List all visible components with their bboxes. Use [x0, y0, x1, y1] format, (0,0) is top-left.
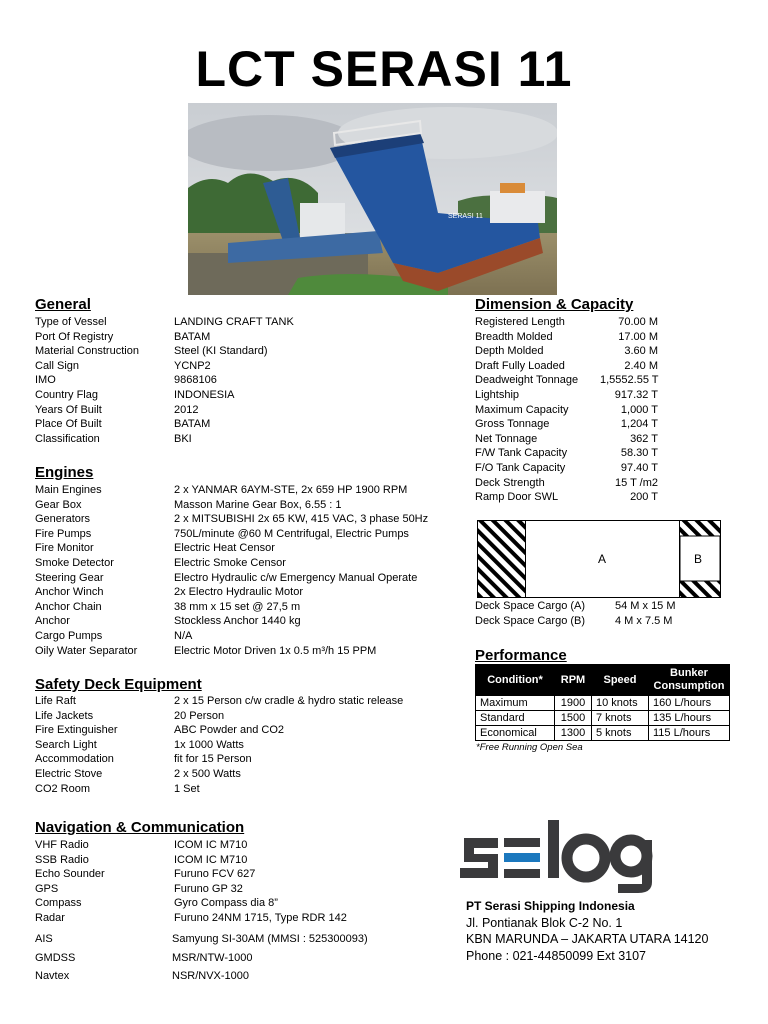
- spec-row: [35, 752, 403, 767]
- performance-table: [475, 664, 730, 741]
- spec-label: Gear Box: [35, 498, 82, 511]
- spec-row: [35, 315, 294, 330]
- perf-cell: 1500: [555, 711, 592, 726]
- spec-row: [35, 853, 347, 868]
- deck-label-a: A: [598, 552, 607, 566]
- spec-value: Furuno FCV 627: [174, 868, 256, 881]
- spec-label: Country Flag: [35, 388, 98, 401]
- spec-label: Anchor Chain: [35, 600, 102, 613]
- performance-note: *Free Running Open Sea: [476, 742, 583, 753]
- spec-value: 58.30 T: [620, 447, 658, 460]
- company-address-1: Jl. Pontianak Blok C-2 No. 1: [466, 915, 623, 930]
- perf-cell: 7 knots: [592, 711, 649, 726]
- spec-label: Cargo Pumps: [35, 629, 103, 642]
- spec-row: [35, 614, 428, 629]
- spec-label: Lightship: [475, 388, 520, 401]
- spec-row: [475, 476, 658, 491]
- spec-label: Deck Space Cargo (B): [475, 614, 586, 627]
- navigation-list: [35, 838, 347, 926]
- spec-row: [35, 967, 368, 986]
- perf-cell: 115 L/hours: [649, 726, 730, 741]
- spec-value: Furuno 24NM 1715, Type RDR 142: [174, 911, 347, 924]
- spec-row: [35, 911, 347, 926]
- table-row: [476, 696, 730, 711]
- spec-label: GPS: [35, 882, 59, 895]
- spec-label: Place Of Built: [35, 418, 102, 431]
- spec-label: Maximum Capacity: [475, 403, 569, 416]
- spec-row: [475, 446, 658, 461]
- spec-row: [35, 767, 403, 782]
- spec-label: Breadth Molded: [475, 330, 553, 343]
- spec-value: 750L/minute @60 M Centrifugal, Electric Pumps: [174, 527, 409, 540]
- spec-label: IMO: [35, 374, 56, 387]
- spec-row: [35, 512, 428, 527]
- spec-value: 2x Electro Hydraulic Motor: [174, 586, 303, 599]
- spec-label: F/O Tank Capacity: [475, 461, 566, 474]
- perf-cell: 1900: [555, 696, 592, 711]
- spec-value: YCNP2: [174, 359, 211, 372]
- spec-label: Material Construction: [35, 345, 139, 358]
- company-info: [466, 898, 708, 964]
- spec-value: Furuno GP 32: [174, 882, 243, 895]
- spec-label: Net Tonnage: [475, 432, 538, 445]
- spec-label: Classification: [35, 432, 100, 445]
- spec-label: Accommodation: [35, 753, 114, 766]
- spec-row: [475, 490, 658, 505]
- perf-cell: 10 knots: [592, 696, 649, 711]
- spec-label: GMDSS: [35, 951, 76, 964]
- spec-row: [35, 600, 428, 615]
- spec-row: [35, 896, 347, 911]
- hull-label: SERASI 11: [448, 213, 483, 220]
- spec-value: 2 x 15 Person c/w cradle & hydro static release: [174, 695, 404, 707]
- spec-label: SSB Radio: [35, 853, 89, 866]
- spec-value: MSR/NTW-1000: [172, 951, 253, 964]
- spec-row: [35, 882, 347, 897]
- spec-row: [475, 373, 658, 388]
- spec-row: [35, 709, 403, 724]
- spec-value: BATAM: [174, 330, 211, 343]
- spec-row: [475, 388, 658, 403]
- spec-value: LANDING CRAFT TANK: [174, 316, 294, 328]
- perf-cell: 1300: [555, 726, 592, 741]
- perf-cell: Standard: [476, 711, 555, 726]
- spec-label: Life Raft: [35, 695, 76, 707]
- spec-label: Registered Length: [475, 316, 565, 328]
- spec-label: Type of Vessel: [35, 316, 107, 328]
- spec-row: [35, 330, 294, 345]
- perf-cell: Economical: [476, 726, 555, 741]
- spec-value: Samyung SI-30AM (MMSI : 525300093): [172, 933, 368, 945]
- deck-space-list: [475, 599, 676, 628]
- spec-value: 17.00 M: [618, 330, 658, 343]
- spec-label: Deck Strength: [475, 476, 545, 489]
- spec-value: BKI: [174, 432, 192, 445]
- spec-label: Fire Pumps: [35, 527, 92, 540]
- spec-label: VHF Radio: [35, 839, 89, 851]
- company-phone: Phone : 021-44850099 Ext 3107: [466, 948, 647, 963]
- spec-row: [475, 403, 658, 418]
- performance-heading: Performance: [475, 647, 567, 664]
- spec-value: 362 T: [630, 432, 658, 445]
- spec-value: Electro Hydraulic c/w Emergency Manual Operate: [174, 571, 418, 584]
- spec-label: Fire Extinguisher: [35, 724, 118, 737]
- spec-value: 15 T /m2: [614, 476, 658, 489]
- spec-row: [475, 330, 658, 345]
- dimension-list: [475, 315, 658, 505]
- spec-label: F/W Tank Capacity: [475, 447, 568, 460]
- spec-value: Electric Heat Censor: [174, 542, 275, 555]
- engines-list: [35, 483, 428, 658]
- spec-row: [35, 571, 428, 586]
- deck-hatch-left: [478, 521, 526, 598]
- spec-row: [475, 417, 658, 432]
- spec-value: 2 x 500 Watts: [174, 767, 241, 780]
- spec-label: Echo Sounder: [35, 868, 105, 881]
- spec-value: Steel (KI Standard): [174, 345, 268, 358]
- spec-value: 1 Set: [174, 782, 200, 795]
- spec-value: 2.40 M: [624, 359, 658, 372]
- dimension-heading: Dimension & Capacity: [475, 296, 634, 313]
- spec-row: [35, 644, 428, 659]
- spec-row: [475, 344, 658, 359]
- spec-label: Anchor: [35, 615, 70, 628]
- spec-value: Electric Motor Driven 1x 0.5 m³/h 15 PPM: [174, 644, 377, 657]
- logo-text: selog: [458, 818, 461, 819]
- spec-row: [475, 315, 658, 330]
- spec-value: 200 T: [630, 491, 658, 504]
- spec-row: [35, 556, 428, 571]
- company-address-2: KBN MARUNDA – JAKARTA UTARA 14120: [466, 932, 709, 946]
- spec-label: Port Of Registry: [35, 330, 114, 343]
- spec-row: [475, 432, 658, 447]
- spec-row: [35, 498, 428, 513]
- spec-value: 1,5552.55 T: [600, 374, 659, 387]
- spec-label: Ramp Door SWL: [475, 491, 559, 504]
- spec-value: fit for 15 Person: [174, 753, 252, 766]
- spec-row: [35, 344, 294, 359]
- spec-value: Gyro Compass dia 8”: [174, 897, 278, 910]
- spec-value: NSR/NVX-1000: [172, 970, 250, 982]
- spec-value: Masson Marine Gear Box, 6.55 : 1: [174, 498, 342, 511]
- spec-value: BATAM: [174, 418, 211, 431]
- perf-cell: Maximum: [476, 696, 555, 711]
- spec-row: [35, 359, 294, 374]
- general-list: [35, 315, 294, 446]
- spec-label: Smoke Detector: [35, 556, 114, 569]
- company-name: PT Serasi Shipping Indonesia: [466, 899, 635, 913]
- spec-value: 1,204 T: [620, 418, 658, 431]
- spec-label: Call Sign: [35, 359, 80, 372]
- spec-value: INDONESIA: [174, 388, 235, 401]
- spec-label: Steering Gear: [35, 571, 104, 584]
- spec-label: CO2 Room: [35, 782, 91, 795]
- spec-row: [35, 930, 368, 949]
- spec-label: Deck Space Cargo (A): [475, 600, 586, 612]
- spec-label: Electric Stove: [35, 767, 103, 780]
- spec-row: [35, 694, 403, 709]
- selog-logo: [458, 818, 654, 894]
- spec-label: Navtex: [35, 970, 70, 982]
- spec-row: [35, 373, 294, 388]
- safety-heading: Safety Deck Equipment: [35, 676, 202, 693]
- table-row: [476, 726, 730, 741]
- perf-col-speed: Speed: [592, 665, 649, 696]
- spec-value: 1x 1000 Watts: [174, 738, 244, 751]
- spec-label: Life Jackets: [35, 709, 94, 722]
- spec-row: [35, 782, 403, 797]
- vessel-photo: [188, 103, 557, 295]
- safety-list: [35, 694, 403, 796]
- spec-label: AIS: [35, 933, 53, 945]
- spec-label: Deadweight Tonnage: [475, 374, 579, 387]
- navigation-list-2: [35, 930, 368, 986]
- page-title: LCT SERASI 11: [195, 41, 573, 97]
- spec-value: 97.40 T: [620, 461, 658, 474]
- spec-value: 917.32 T: [614, 388, 658, 401]
- spec-label: Oily Water Separator: [35, 644, 138, 657]
- spec-label: Generators: [35, 513, 91, 526]
- spec-value: ABC Powder and CO2: [174, 724, 285, 737]
- spec-label: Anchor Winch: [35, 586, 104, 599]
- spec-value: 38 mm x 15 set @ 27,5 m: [174, 600, 301, 613]
- spec-row: [35, 585, 428, 600]
- spec-value: 2 x YANMAR 6AYM-STE, 2x 659 HP 1900 RPM: [174, 484, 408, 496]
- spec-row: [35, 527, 428, 542]
- general-heading: General: [35, 296, 91, 313]
- perf-cell: 160 L/hours: [649, 696, 730, 711]
- spec-value: 20 Person: [174, 709, 225, 722]
- spec-value: Electric Smoke Censor: [174, 556, 286, 569]
- spec-row: [35, 738, 403, 753]
- spec-row: [475, 599, 676, 614]
- deck-label-b: B: [694, 552, 703, 566]
- perf-col-condition: Condition*: [476, 665, 555, 696]
- perf-col-rpm: RPM: [555, 665, 592, 696]
- spec-label: Gross Tonnage: [475, 418, 550, 431]
- spec-label: Depth Molded: [475, 345, 544, 358]
- spec-value: 4 M x 7.5 M: [615, 614, 673, 627]
- spec-value: 54 M x 15 M: [615, 600, 676, 612]
- spec-row: [475, 614, 676, 629]
- spec-row: [35, 388, 294, 403]
- spec-row: [35, 629, 428, 644]
- spec-value: 1,000 T: [620, 403, 658, 416]
- spec-value: 9868106: [174, 374, 217, 387]
- perf-col-bunker: Bunker Consumption: [649, 665, 730, 696]
- spec-value: Stockless Anchor 1440 kg: [174, 615, 301, 628]
- spec-value: ICOM IC M710: [174, 853, 248, 866]
- spec-label: Radar: [35, 911, 65, 924]
- spec-value: 2 x MITSUBISHI 2x 65 KW, 415 VAC, 3 phase 50Hz: [174, 513, 429, 526]
- spec-row: [475, 461, 658, 476]
- spec-label: Search Light: [35, 738, 97, 751]
- spec-label: Main Engines: [35, 484, 102, 496]
- spec-value: 2012: [174, 403, 199, 416]
- spec-value: 70.00 M: [618, 316, 658, 328]
- spec-label: Compass: [35, 897, 82, 910]
- spec-row: [35, 949, 368, 968]
- spec-row: [35, 483, 428, 498]
- spec-row: [35, 541, 428, 556]
- engines-heading: Engines: [35, 464, 94, 481]
- navigation-heading: Navigation & Communication: [35, 819, 245, 836]
- spec-label: Fire Monitor: [35, 542, 94, 555]
- spec-value: ICOM IC M710: [174, 839, 248, 851]
- spec-row: [475, 359, 658, 374]
- perf-cell: 135 L/hours: [649, 711, 730, 726]
- spec-row: [35, 723, 403, 738]
- table-row: [476, 711, 730, 726]
- spec-label: Draft Fully Loaded: [475, 359, 565, 372]
- spec-row: [35, 432, 294, 447]
- spec-value: N/A: [174, 629, 193, 642]
- spec-value: 3.60 M: [624, 345, 658, 358]
- spec-label: Years Of Built: [35, 403, 102, 416]
- spec-row: [35, 403, 294, 418]
- spec-row: [35, 417, 294, 432]
- spec-row: [35, 838, 347, 853]
- spec-row: [35, 867, 347, 882]
- perf-cell: 5 knots: [592, 726, 649, 741]
